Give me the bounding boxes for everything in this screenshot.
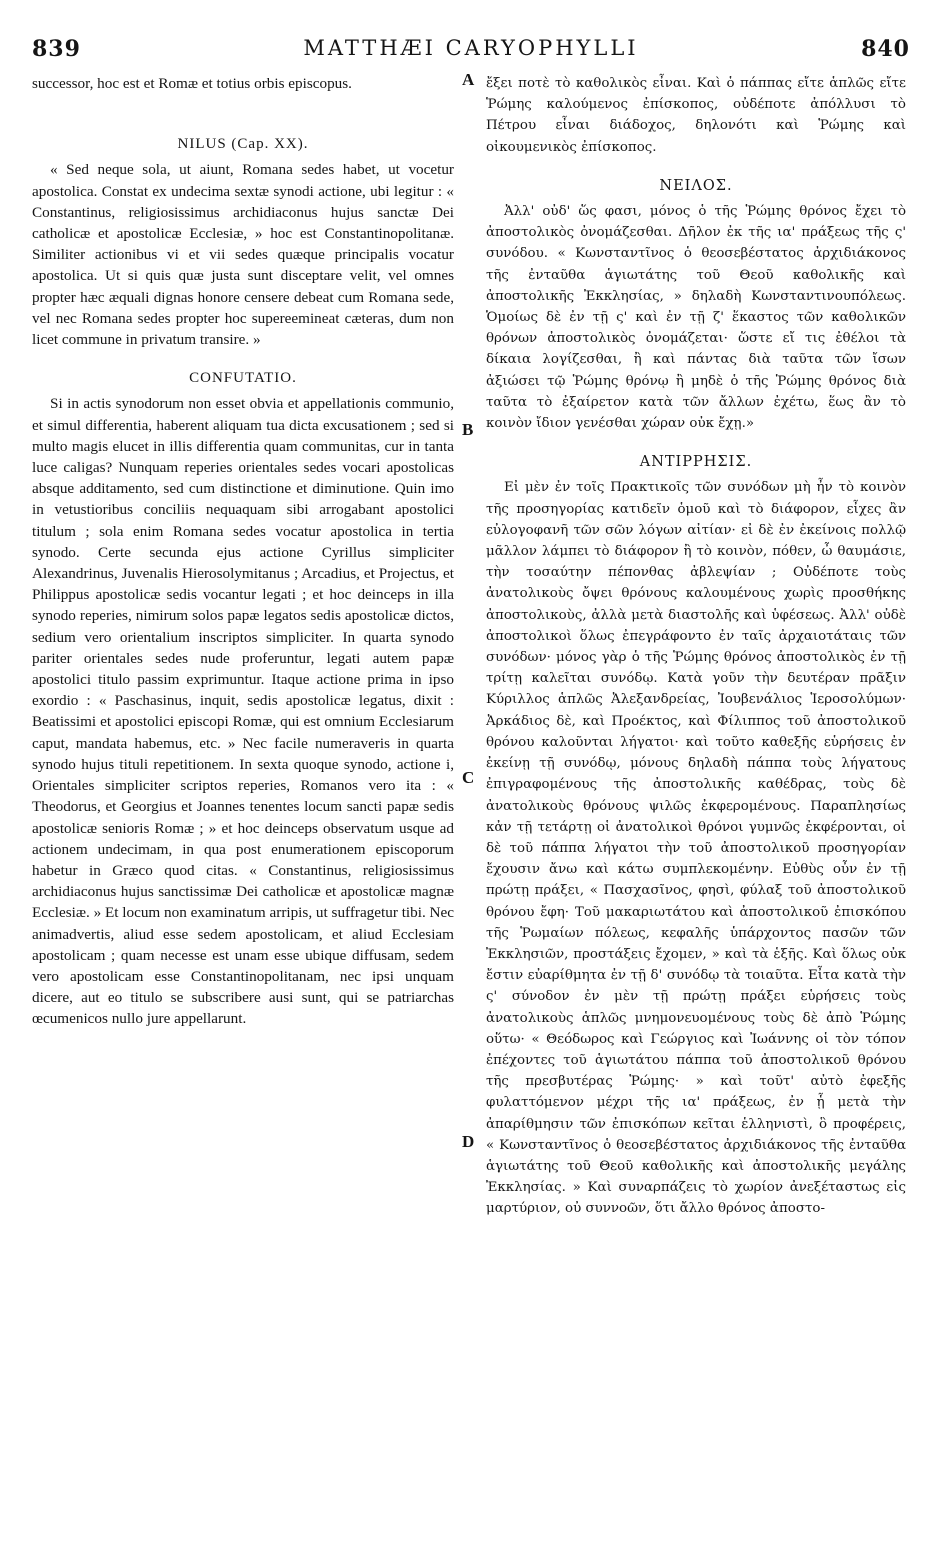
greek-heading-neilos: ΝΕΙΛΟΣ. xyxy=(659,177,733,194)
latin-column xyxy=(32,73,454,1030)
margin-marker-c: C xyxy=(462,768,475,787)
running-title: MATTHÆI CARYOPHYLLI xyxy=(303,36,639,60)
latin-confutatio-text: Si in actis synodorum non esset obvia et appellationis communio, et simul differentia, haberent aliquam tua dicta excusationem ; sed si multo magis elucet in illis differentia quam communitas, cur in tanta luce caligas? Nunquam reperies orientales sedes vocari apostolicas absque additamento, sed cum distinctione et diminutione. Quin imo in vetustioribus conciliis nequaquam sibi arrogabant apostolici titulum ; sola enim Romana sedes vocatur apostolica in tertia synodo. Certe secunda ejus actione Cyrillus simpliciter Alexandrinus, Juvenalis Hierosolymitanus ; Arcadius, et Projectus, et Philippus apostolicæ sedis vocantur legati ; et hoc deinceps in illa synodo reperies, nimirum solos papæ legatos sedis apostolicæ dictos, sedium vero orientalium inscriptos simpliciter. In quarta synodo pariter orientales sedes nude proferuntur, legati autem papæ apostolici titulo passim exprimuntur. Itaque actione prima in ipso exordio : « Paschasinus, inquit, sedis apostolicæ legatus, dixit : Beatissimi et apostolici episcopi Romæ, qui est omnium Ecclesiarum caput, mandata habemus, etc. » Nec facile numeraveris in quarta synodo hujus tituli repetitionem. In sexta quoque synodo, actione i, Orientales simpliciter scriptos reperies, Romanos vero ita : « Theodorus, et Georgius et Joannes tenentes locum sancti papæ sedis apostolicæ senioris Romæ ; » et hoc deinceps observatum usque ad actionem undecimam, in qua post enumerationem episcoporum habetur in Græco quod citas. « Constantinus, religiosissimus archidiaconus hujus sanctissimæ Dei catholicæ et apostolicæ magnæ Ecclesiæ. » Et locum non examinatum arripis, ut suffragetur tibi. Nec animadvertis, aliud esse sedem apostolicam, et aliud Ecclesiam apostolicam ; quam necesse est unam esse ubique diffusam, sedem vero apostolicam esse Constantinopolitanam, nec ipsi unquam dicere, aut eo titulo se subscribere ausi sunt, qui se patriarchas œcumenicos nullo jure appellarunt. xyxy=(32,395,454,1028)
greek-opening: ἔξει ποτὲ τὸ καθολικὸς εἶναι. Καὶ ὁ πάππας εἴτε ἁπλῶς εἴτε Ῥώμης καλούμενος ἐπίσκοπος, οὐδέποτε ἀπόλλυσι τὸ Πέτρου εἶναι διάδοχος, δηλονότι καὶ Ῥώμης καὶ οἰκουμενικὸς ἐπίσκοπος. xyxy=(486,76,906,155)
greek-heading-antirrhesis: ΑΝΤΙΡΡΗΣΙΣ. xyxy=(639,454,753,471)
latin-opening: successor, hoc est et Romæ et totius orbis episcopus. xyxy=(32,75,352,92)
greek-confutatio-text: Εἰ μὲν ἐν τοῖς Πρακτικοῖς τῶν συνόδων μὴ ἦν τὸ κοινὸν τῆς προσηγορίας κατιδεῖν ὁμοῦ καὶ τὸ διάφορον, εἶχες ἂν εὐλογοφανῆ τῶν σῶν λόγων αἰτίαν· εἰ δὲ ἐν ἐκείνοις πολλῷ μᾶλλον λάμπει τὸ διάφορον ἢ τὸ κοινὸν, πόθεν, ὦ θαυμάσιε, τὴν τοσαύτην πέπονθας ἀβλεψίαν ; Οὐδέποτε τοὺς ἀνατολικοὺς ὄψει θρόνους καλουμένους χωρὶς προσθήκης ἀποστολικοὺς, ἀλλὰ μετὰ διαστολῆς καὶ ὑφέσεως. Ἀλλ' οὐδὲ ἀποστολικοὶ ὅλως ἐπεγράφοντο ἐν ταῖς ἀρχαιοτάταις τῶν συνόδων· μόνος γὰρ ὁ τῆς Ῥώμης θρόνος ἀποστολικὸς ἐν τῇ τρίτῃ καλεῖται συνόδῳ. Κατὰ γοῦν τὴν δευτέραν πρᾶξιν Κύριλλος ἁπλῶς Ἀλεξανδρείας, Ἰουβενάλιος Ἱεροσολύμων· Ἀρκάδιος δὲ, καὶ Προέκτος, καὶ Φίλιππος τοῦ ἀποστολικοῦ θρόνου καλοῦνται λήγατοι· καὶ τοῦτο καθεξῆς εὑρήσεις ἐν ἐκείνῃ τῇ συνόδῳ, μόνους δηλαδὴ πάππα τοὺς λήγατους ἐπιγραφομένους τῆς ἀποστολικῆς καθέδρας, τοὺς δὲ ἀνατολικοὺς θρόνους ψιλῶς ἐκφερομένους. Παραπλησίως κἀν τῇ τετάρτῃ οἱ ἀνατολικοὶ θρόνοι γυμνῶς ἐκφέρονται, οἱ δὲ τοῦ πάππα λήγατοι τὴν τοῦ ἀποστολικοῦ προσηγορίαν ἔχουσιν ἄνω καὶ κάτω συμπλεκομένην. Εὐθὺς οὖν ἐν τῇ πρώτῃ πράξει, « Πασχασῖνος, φησὶ, φύλαξ τοῦ ἀποστολικοῦ θρόνου ἔφη· Τοῦ μακαριωτάτου καὶ ἀποστολικοῦ ἐπισκόπου τῆς Ῥωμαίων πόλεως, κεφαλῆς ὑπάρχοντος πασῶν τῶν Ἐκκλησιῶν, προστάξεις ἔχομεν, » καὶ τὰ ἑξῆς. Καὶ ὅλως οὐκ ἔστιν εὐαρίθμητα ἐν τῇ δ' συνόδῳ τὰ τοιαῦτα. Εἶτα κατὰ τὴν ς' σύνοδον ἐν μὲν τῇ πρώτῃ πράξει εὑρήσεις τοὺς ἀνατολικοὺς ἁπλῶς μνημονευομένους τοὺς δὲ ἀπὸ Ῥώμης οὕτω· « Θεόδωρος καὶ Γεώργιος καὶ Ἰωάννης οἱ τὸν τόπον ἐπέχοντες τοῦ ἁγιωτάτου πάππα τοῦ ἀποστολικοῦ θρόνου τῆς πρεσβυτέρας Ῥώμης· » καὶ τοῦτ' αὐτὸ ἐφεξῆς φυλαττόμενον μέχρι τῆς ια' πράξεως, ἐν ᾗ μετὰ τὴν ἀπαρίθμησιν τῶν ἐπισκόπων κεῖται ἑλληνιστὶ, ὃ προφέρεις, « Κωνσταντῖνος ὁ θεοσεβέστατος ἀρχιδιάκονος τῆς ἐνταῦθα ἁγιωτάτης τοῦ Θεοῦ καθολικῆς καὶ ἀποστολικῆς μεγάλης Ἐκκλησίας. » Καὶ συναρπάζεις τὸ χωρίον ἀνεξέταστως εἰς μαρτύριον, οὐ συννοῶν, ὅτι ἄλλο θρόνος ἀποστο- xyxy=(486,480,906,1217)
greek-column xyxy=(486,73,906,1220)
latin-heading-nilus: NILUS (Cap. XX). xyxy=(177,136,309,153)
page-header xyxy=(32,36,910,66)
greek-nilus-text: Ἀλλ' οὐδ' ὥς φασι, μόνος ὁ τῆς Ῥώμης θρόνος ἔχει τὸ ἀποστολικὸς ὀνομάζεσθαι. Δῆλον ἐκ τῆς ια' πράξεως τῆς ς' συνόδου. « Κωνσταντῖνος ὁ θεοσεβέστατος ἀρχιδιάκονος τῆς ἐνταῦθα ἁγιωτάτης τοῦ Θεοῦ καθολικῆς καὶ ἀποστολικῆς Ἐκκλησίας, » δηλαδὴ Κωνσταντινουπόλεως. Ὁμοίως δὲ ἐν τῇ ς' καὶ ἐν τῇ ζ' ἕκαστος τῶν καθολικῶν θρόνων ἀποστολικὸς ὀνομάζεται· ὥστε εἴ τις ἐθέλοι τὰ δίκαια λογίζεσθαι, ἢ καὶ πάντας διὰ ταῦτα τῶν ἴσων ἀξιώσει τῷ Ῥώμης θρόνῳ ἢ μηδὲ ὁ τῆς Ῥώμης θρόνος διὰ ταῦτα τὸ ἐξαίρετον κατὰ τῶν ἄλλων ἐχέτω, ἕως ἂν τὸ κοινὸν ἴδιον γενέσθαι χώραν οὐκ ἔχῃ.» xyxy=(486,204,906,432)
right-column-number: 840 xyxy=(861,36,910,62)
latin-nilus-text: « Sed neque sola, ut aiunt, Romana sedes habet, ut vocetur apostolica. Constat ex undecima sextæ synodi actione, ubi legitur : « Constantinus, religiosissimus archidiaconus hujus sanctæ Dei catholicæ et apostolicæ Ecclesiæ, » hoc est Constantinopolitanæ. Similiter actionibus vi et vii sedes quæque principalis vocatur apostolica. Ut si quis quæ justa sunt disceptare velit, vel omnes propter hæc æquali dignas honore censere debeat cum Romana sede, vel nec Romana sedes propter hoc supereemineat cæteras, dum non licet commune in privatum transire. » xyxy=(32,161,454,349)
left-column-number: 839 xyxy=(32,36,81,62)
margin-marker-a: A xyxy=(462,70,475,89)
margin-marker-b: B xyxy=(462,420,474,439)
latin-heading-confutatio: CONFUTATIO. xyxy=(189,370,297,387)
margin-marker-d: D xyxy=(462,1132,475,1151)
